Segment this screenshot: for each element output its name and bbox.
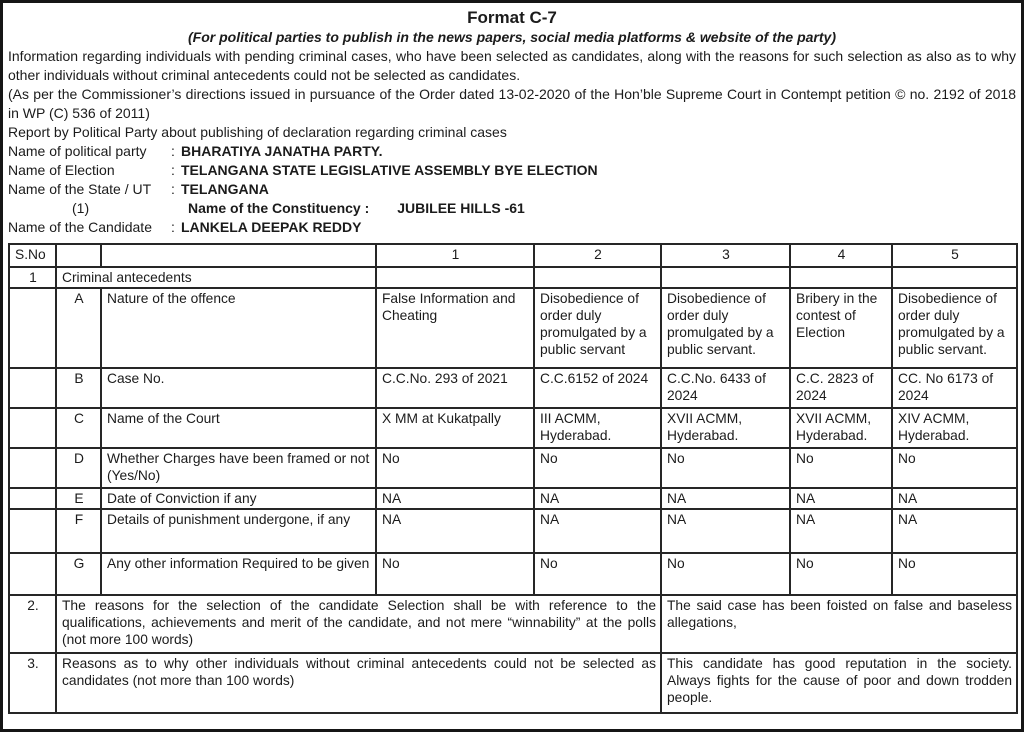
field-candidate-label: Name of the Candidate <box>8 219 152 235</box>
row-a-value-1: False Information and Cheating <box>376 288 534 368</box>
field-political-party-label: Name of political party <box>8 143 147 159</box>
constituency-value: JUBILEE HILLS -61 <box>397 200 525 216</box>
row-d-value-3: No <box>661 448 790 488</box>
constituency-label: Name of the Constituency : <box>188 200 370 216</box>
row-e-value-3: NA <box>661 488 790 509</box>
row-f-value-5: NA <box>892 509 1017 553</box>
cell-blank-sno <box>9 553 56 595</box>
row-3-sno: 3. <box>9 653 56 713</box>
cell-blank-sno <box>9 408 56 448</box>
field-constituency <box>8 199 1016 218</box>
row-d-value-2: No <box>534 448 661 488</box>
row-a-value-3: Disobedience of order duly promulgated by a public servant. <box>661 288 790 368</box>
criminal-antecedents-table <box>8 243 1018 714</box>
header-sno: S.No <box>9 244 56 267</box>
header-case-4: 4 <box>790 244 892 267</box>
form-subtitle: (For political parties to publish in the news papers, social media platforms & website of the party) <box>187 29 836 45</box>
row-c-value-2: III ACMM, Hyderabad. <box>534 408 661 448</box>
section-title: Criminal antecedents <box>56 267 376 288</box>
row-g-value-1: No <box>376 553 534 595</box>
row-c-label: Name of the Court <box>101 408 376 448</box>
constituency-index: (1) <box>72 200 90 216</box>
cell-blank-sno <box>9 488 56 509</box>
field-political-party-value: BHARATIYA JANATHA PARTY. <box>181 143 383 159</box>
row-3-why-not-others <box>9 653 1017 713</box>
form-title: Format C-7 <box>467 8 557 27</box>
row-3-question: Reasons as to why other individuals without criminal antecedents could not be selected as candidates (not more than 100 words) <box>56 653 661 713</box>
header-case-2: 2 <box>534 244 661 267</box>
field-colon: : <box>171 143 175 159</box>
row-g-value-4: No <box>790 553 892 595</box>
header-case-3: 3 <box>661 244 790 267</box>
header-case-5: 5 <box>892 244 1017 267</box>
row-b-value-4: C.C. 2823 of 2024 <box>790 368 892 408</box>
row-3-answer: This candidate has good reputation in the society. Always fights for the cause of poor and down trodden people. <box>661 653 1017 713</box>
row-c-value-3: XVII ACMM, Hyderabad. <box>661 408 790 448</box>
row-g-other-information <box>9 553 1017 595</box>
field-state-ut-value: TELANGANA <box>181 181 269 197</box>
row-c-letter: C <box>56 408 101 448</box>
row-g-value-5: No <box>892 553 1017 595</box>
field-colon: : <box>171 219 175 235</box>
row-b-case-no <box>9 368 1017 408</box>
field-election-value: TELANGANA STATE LEGISLATIVE ASSEMBLY BYE ELECTION <box>181 162 598 178</box>
row-b-value-1: C.C.No. 293 of 2021 <box>376 368 534 408</box>
row-f-value-2: NA <box>534 509 661 553</box>
row-f-value-3: NA <box>661 509 790 553</box>
row-2-question: The reasons for the selection of the candidate Selection shall be with reference to the qualifications, achievements and merit of the candidate, and not mere “winnability” at the polls (not more 100 words) <box>56 595 661 653</box>
row-d-value-4: No <box>790 448 892 488</box>
field-state-ut-label: Name of the State / UT <box>8 181 152 197</box>
row-2-selection-reasons <box>9 595 1017 653</box>
section-blank-3 <box>661 267 790 288</box>
header-case-1: 1 <box>376 244 534 267</box>
field-candidate <box>8 218 1016 237</box>
cell-blank-sno <box>9 448 56 488</box>
row-g-label: Any other information Required to be given <box>101 553 376 595</box>
row-a-value-4: Bribery in the contest of Election <box>790 288 892 368</box>
row-f-punishment-details <box>9 509 1017 553</box>
section-blank-1 <box>376 267 534 288</box>
row-g-letter: G <box>56 553 101 595</box>
field-colon: : <box>171 181 175 197</box>
row-g-value-2: No <box>534 553 661 595</box>
header-blank-description <box>101 244 376 267</box>
row-d-charges-framed <box>9 448 1017 488</box>
row-d-value-5: No <box>892 448 1017 488</box>
field-colon: : <box>171 162 175 178</box>
row-e-label: Date of Conviction if any <box>101 488 376 509</box>
header-blank-letter <box>56 244 101 267</box>
row-c-court-name <box>9 408 1017 448</box>
section-blank-2 <box>534 267 661 288</box>
cell-blank-sno <box>9 368 56 408</box>
row-c-value-4: XVII ACMM, Hyderabad. <box>790 408 892 448</box>
row-d-value-1: No <box>376 448 534 488</box>
row-d-letter: D <box>56 448 101 488</box>
table-header-row <box>9 244 1017 267</box>
row-f-value-1: NA <box>376 509 534 553</box>
cell-blank-sno <box>9 288 56 368</box>
row-a-value-2: Disobedience of order duly promulgated by a public servant <box>534 288 661 368</box>
row-b-value-3: C.C.No. 6433 of 2024 <box>661 368 790 408</box>
row-e-value-1: NA <box>376 488 534 509</box>
row-e-value-2: NA <box>534 488 661 509</box>
row-e-letter: E <box>56 488 101 509</box>
row-f-value-4: NA <box>790 509 892 553</box>
row-g-value-3: No <box>661 553 790 595</box>
report-line: Report by Political Party about publishing of declaration regarding criminal cases <box>8 124 507 140</box>
document-header <box>3 3 1021 237</box>
row-b-letter: B <box>56 368 101 408</box>
intro-paragraph: Information regarding individuals with pending criminal cases, who have been selected as candidates, along with the reasons for such selection as also as to why other individuals without criminal antecedents could not be selected as candidates. <box>8 48 1016 83</box>
row-e-date-of-conviction <box>9 488 1017 509</box>
row-f-label: Details of punishment undergone, if any <box>101 509 376 553</box>
row-d-label: Whether Charges have been framed or not (Yes/No) <box>101 448 376 488</box>
field-candidate-value: LANKELA DEEPAK REDDY <box>181 219 362 235</box>
row-a-value-5: Disobedience of order duly promulgated by a public servant. <box>892 288 1017 368</box>
row-c-value-5: XIV ACMM, Hyderabad. <box>892 408 1017 448</box>
section-sno: 1 <box>9 267 56 288</box>
row-b-value-5: CC. No 6173 of 2024 <box>892 368 1017 408</box>
field-political-party <box>8 142 1016 161</box>
row-f-letter: F <box>56 509 101 553</box>
row-2-sno: 2. <box>9 595 56 653</box>
row-a-nature-of-offence <box>9 288 1017 368</box>
cell-blank-sno <box>9 509 56 553</box>
row-a-letter: A <box>56 288 101 368</box>
row-a-label: Nature of the offence <box>101 288 376 368</box>
row-b-value-2: C.C.6152 of 2024 <box>534 368 661 408</box>
field-election <box>8 161 1016 180</box>
field-state-ut <box>8 180 1016 199</box>
section-blank-4 <box>790 267 892 288</box>
order-reference-paragraph: (As per the Commissioner’s directions issued in pursuance of the Order dated 13-02-2020 of the Hon’ble Supreme Court in Contempt petition © no. 2192 of 2018 in WP (C) 536 of 2011) <box>8 86 1016 121</box>
row-e-value-4: NA <box>790 488 892 509</box>
row-e-value-5: NA <box>892 488 1017 509</box>
row-c-value-1: X MM at Kukatpally <box>376 408 534 448</box>
field-election-label: Name of Election <box>8 162 115 178</box>
section-blank-5 <box>892 267 1017 288</box>
row-2-answer: The said case has been foisted on false and baseless allegations, <box>661 595 1017 653</box>
row-b-label: Case No. <box>101 368 376 408</box>
section-row-criminal-antecedents <box>9 267 1017 288</box>
